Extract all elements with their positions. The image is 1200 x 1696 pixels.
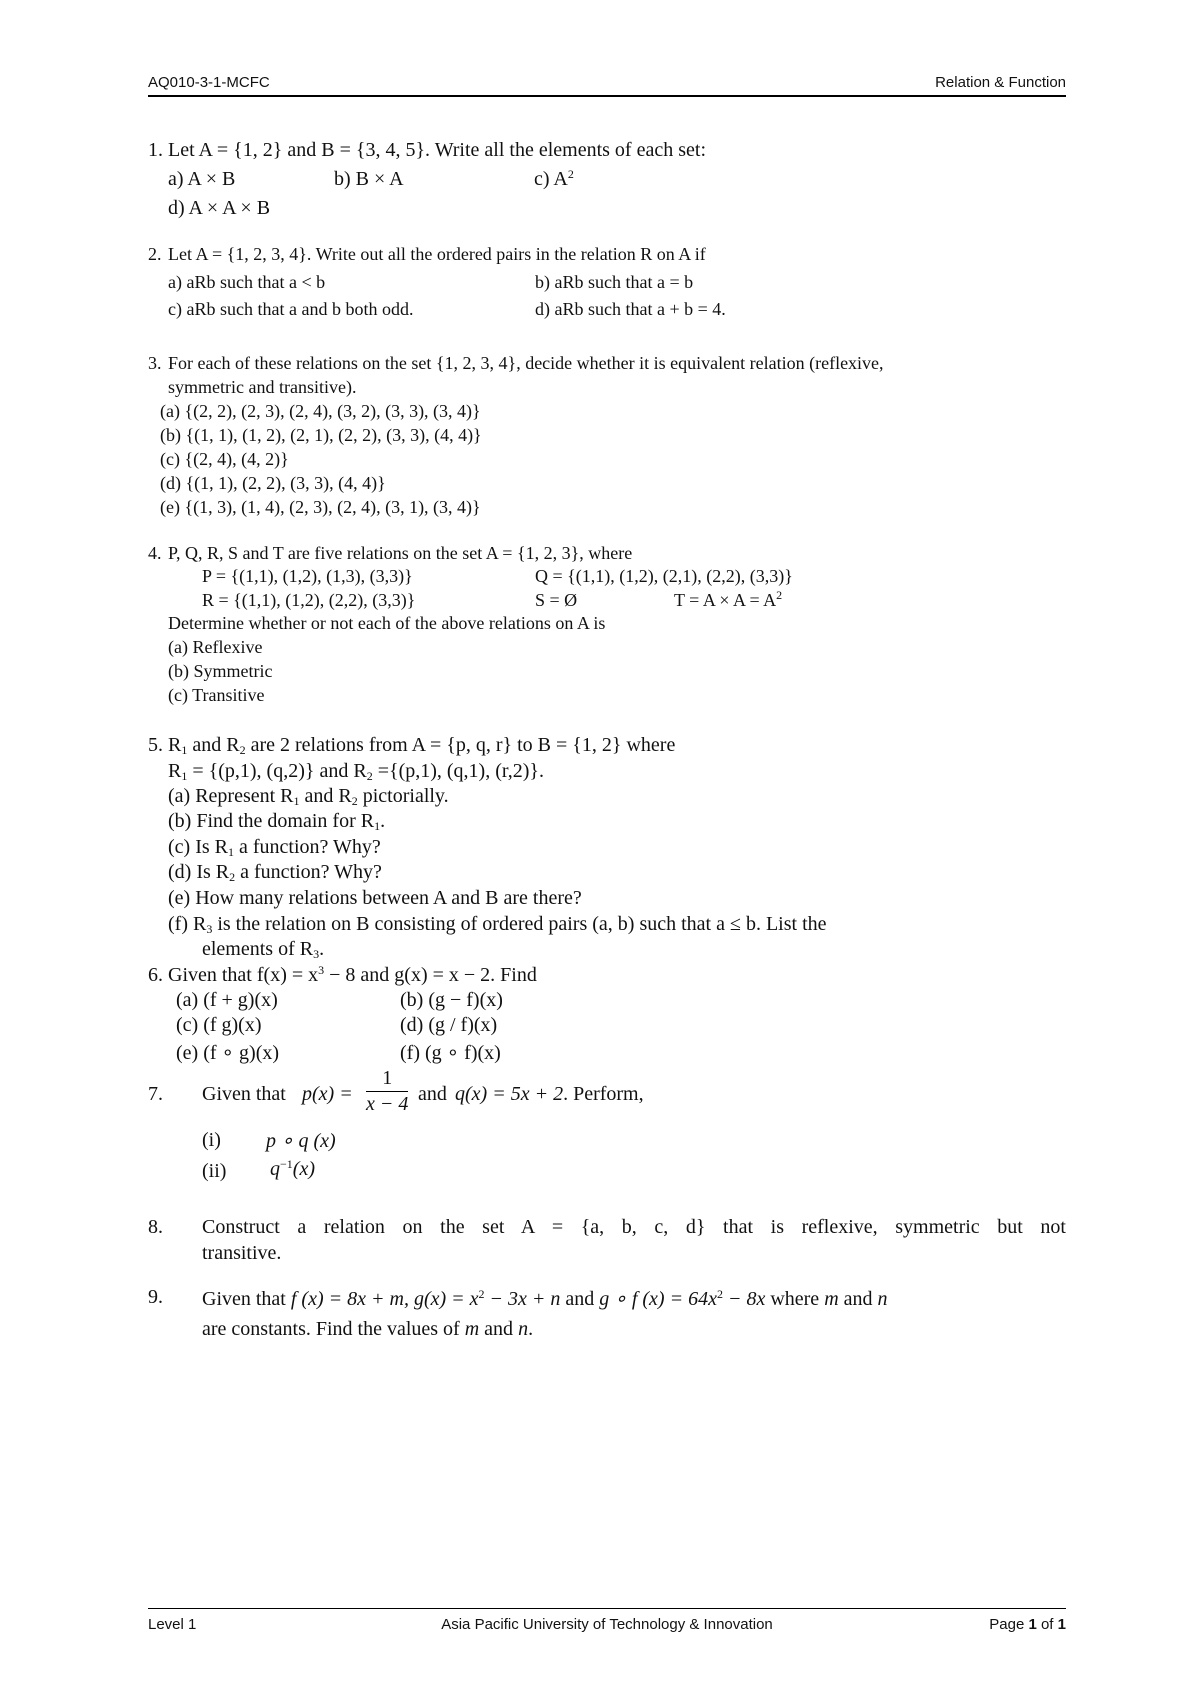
q4-text: P, Q, R, S and T are five relations on the set A = {1, 2, 3}, where — [168, 543, 633, 563]
q7-i-expression: p ∘ q (x) — [266, 1130, 336, 1152]
q4-property-c: (c) Transitive — [168, 685, 265, 705]
q8-number: 8. — [148, 1216, 163, 1238]
q2-part-a: a) aRb such that a < b — [168, 272, 326, 292]
footer-rule — [148, 1608, 1066, 1609]
q9-line1: Given that f (x) = 8x + m, $g(x) = x^2 - 3x + n$ and g ∘ f $(x) = 64x^2 - 8x$ where m and n — [202, 1287, 888, 1310]
q5-part-a: (a) Represent $R_1$ and $R_2$ pictorially. — [168, 785, 449, 808]
header-rule — [148, 95, 1066, 97]
footer-level: Level 1 — [148, 1616, 197, 1633]
q3-text-line1: For each of these relations on the set {1, 2, 3, 4}, decide whether it is equivalent relation (reflexive, — [168, 353, 884, 373]
q3-relation-d: (d) {(1, 1), (2, 2), (3, 3), (4, 4)} — [160, 473, 386, 493]
q4-relation-q: Q = {(1,1), (1,2), (2,1), (2,2), (3,3)} — [535, 566, 793, 586]
q3-number: 3. — [148, 353, 162, 373]
q9-number: 9. — [148, 1286, 163, 1308]
q6-part-e: (e) (f ∘ g)(x) — [176, 1042, 280, 1064]
q5-part-e: (e) How many relations between A and B are there? — [168, 887, 582, 909]
q3-relation-a: (a) {(2, 2), (2, 3), (2, 4), (3, 2), (3, 3), (3, 4)} — [160, 401, 481, 421]
q7-fraction: $\frac{1}{x - 4}$ — [366, 1067, 409, 1115]
q4-relation-p: P = {(1,1), (1,2), (1,3), (3,3)} — [202, 566, 413, 586]
q7-ii-label: (ii) — [202, 1160, 227, 1182]
q1-number: 1. — [148, 139, 163, 161]
q8-text-line2: transitive. — [202, 1242, 282, 1264]
q6-part-c: (c) (f g)(x) — [176, 1014, 262, 1036]
q2-text: Let A = {1, 2, 3, 4}. Write out all the ordered pairs in the relation R on A if — [168, 244, 706, 264]
q2-part-d: d) aRb such that a + b = 4. — [535, 299, 726, 319]
q5-part-b: (b) Find the domain for $R_1$. — [168, 810, 386, 833]
q6-part-a: (a) (f + g)(x) — [176, 989, 278, 1011]
q3-relation-b: (b) {(1, 1), (1, 2), (2, 1), (2, 2), (3, 3), (4, 4)} — [160, 425, 482, 445]
q5-line1: $R_1$ and $R_2$ are 2 relations from A = {p, q, r} to B = {1, 2} where — [168, 734, 676, 757]
q5-part-c: (c) Is $R_1$ a function? Why? — [168, 836, 381, 859]
q5-part-f-cont: elements of $R_3$. — [202, 938, 325, 961]
q7-q-equation: q(x) = 5x + 2. Perform, — [455, 1083, 644, 1105]
q9-line2: are constants. Find the values of m and n. — [202, 1318, 534, 1340]
footer-institution: Asia Pacific University of Technology & Innovation — [441, 1616, 773, 1633]
q7-p-lhs: p(x) = — [302, 1083, 353, 1105]
course-code: AQ010-3-1-MCFC — [148, 74, 270, 91]
q4-property-a: (a) Reflexive — [168, 637, 263, 657]
q4-relation-r: R = {(1,1), (1,2), (2,2), (3,3)} — [202, 590, 416, 610]
q6-part-d: (d) (g / f)(x) — [400, 1014, 498, 1036]
q1-part-a: a) A × B — [168, 168, 236, 190]
q3-relation-e: (e) {(1, 3), (1, 4), (2, 3), (2, 4), (3, 1), (3, 4)} — [160, 497, 481, 517]
q8-text-line1: Construct a relation on the set A = {a, b, c, d} that is reflexive, symmetric but not — [202, 1216, 1066, 1238]
q2-part-b: b) aRb such that a = b — [535, 272, 694, 292]
q5-number: 5. — [148, 734, 163, 756]
q2-number: 2. — [148, 244, 162, 264]
q6-number: 6. — [148, 964, 163, 986]
q7-ii-expression: $q^{-1}(x)$ — [270, 1157, 315, 1180]
q3-text-line2: symmetric and transitive). — [168, 377, 357, 397]
q2-part-c: c) aRb such that a and b both odd. — [168, 299, 414, 319]
q6-text: Given that $f(x) = x^3 - 8$ and g(x) = x − 2. Find — [168, 963, 537, 986]
q6-part-f: (f) (g ∘ f)(x) — [400, 1042, 501, 1064]
q5-line2: $R_1 = \{(p,1)$, (q,2)} and $R_2 =\{(p,1)$, (q,1), (r,2)}. — [168, 760, 544, 783]
q4-property-b: (b) Symmetric — [168, 661, 273, 681]
header-topic: Relation & Function — [935, 74, 1066, 91]
q4-relation-s: S = Ø — [535, 590, 578, 610]
q5-part-d: (d) Is $R_2$ a function? Why? — [168, 861, 382, 884]
q7-given: Given that — [202, 1083, 286, 1105]
q7-and: and — [418, 1083, 447, 1105]
q1-part-c: c) $A^2$ — [534, 167, 574, 190]
q4-determine: Determine whether or not each of the above relations on A is — [168, 613, 606, 633]
q1-part-b: b) B × A — [334, 168, 404, 190]
q4-relation-t: $T = A \times A = A^2$ — [674, 588, 783, 610]
q5-part-f: (f) $R_3$ is the relation on B consisting of ordered pairs (a, b) such that a ≤ b. List the — [168, 913, 827, 936]
q6-part-b: (b) (g − f)(x) — [400, 989, 503, 1011]
q7-i-label: (i) — [202, 1129, 221, 1151]
q7-number: 7. — [148, 1083, 163, 1105]
footer-page-number: Page 1 of 1 — [989, 1616, 1066, 1633]
q4-number: 4. — [148, 543, 162, 563]
q3-relation-c: (c) {(2, 4), (4, 2)} — [160, 449, 289, 469]
q1-part-d: d) A × A × B — [168, 197, 271, 219]
q1-text: Let A = {1, 2} and B = {3, 4, 5}. Write all the elements of each set: — [168, 139, 706, 161]
